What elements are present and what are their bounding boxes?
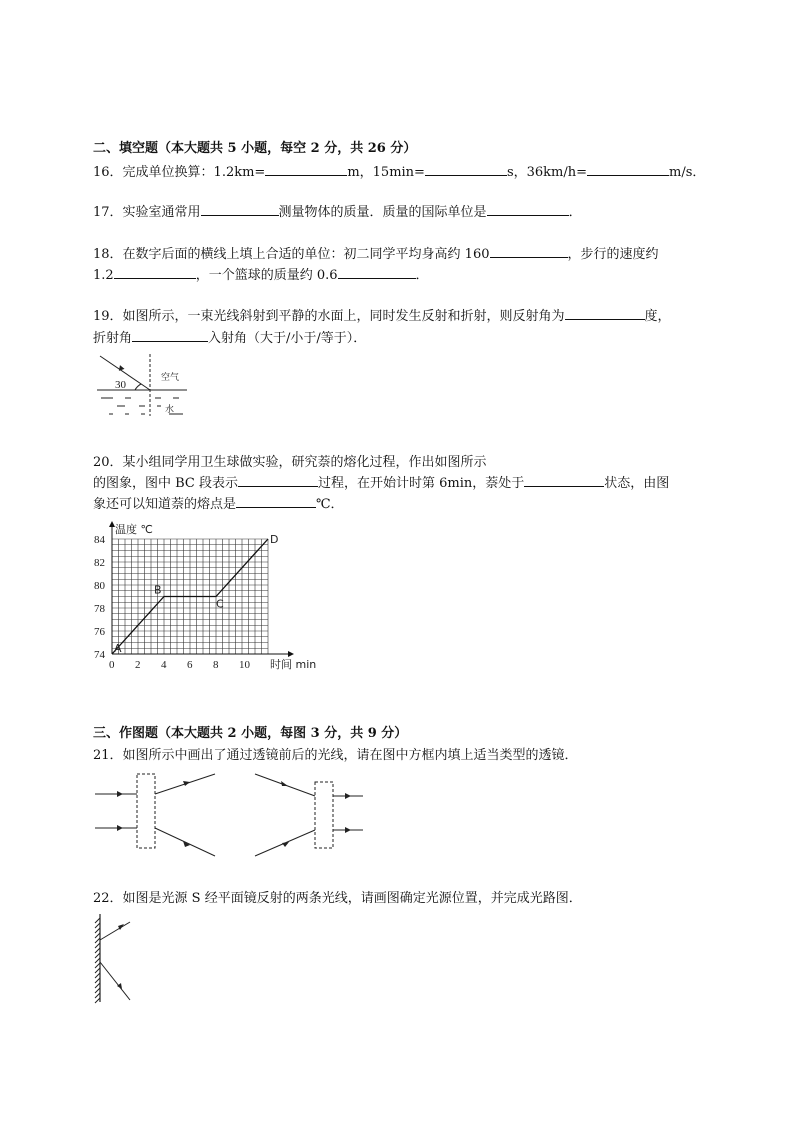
answer-blank[interactable] xyxy=(587,163,669,176)
question-18-line2: 1.2 ，一个篮球的质量约 0.6 ． xyxy=(93,268,429,283)
answer-blank[interactable] xyxy=(338,266,416,279)
arrow-icon xyxy=(117,781,351,847)
x-tick-label: 8 xyxy=(213,659,219,671)
melting-chart xyxy=(90,518,330,674)
refraction-figure xyxy=(95,352,195,417)
mirror-hatching xyxy=(95,918,100,1003)
answer-blank[interactable] xyxy=(238,474,318,487)
lens-box-right[interactable] xyxy=(315,782,333,848)
angle-label: 30 xyxy=(115,379,126,391)
answer-blank[interactable] xyxy=(487,203,569,216)
answer-blank[interactable] xyxy=(490,245,568,258)
answer-blank[interactable] xyxy=(201,203,279,216)
question-20-line3: 象还可以知道萘的熔点是 ℃． xyxy=(93,497,344,512)
angle-arc xyxy=(135,384,141,390)
y-axis-label: 温度 ℃ xyxy=(115,523,153,536)
arrow-icon xyxy=(117,364,124,371)
answer-blank[interactable] xyxy=(265,163,347,176)
x-tick-label: 4 xyxy=(161,659,167,671)
ray xyxy=(155,828,215,856)
reflected-ray-2 xyxy=(100,962,130,1000)
lens-figure xyxy=(93,770,373,862)
y-tick-label: 80 xyxy=(94,580,105,592)
section-3-title: 三、作图题（本大题共 2 小题，每图 3 分，共 9 分） xyxy=(93,726,408,741)
answer-blank[interactable] xyxy=(565,307,645,320)
answer-blank[interactable] xyxy=(425,163,507,176)
question-19-line1: 19．如图所示，一束光线斜射到平静的水面上，同时发生反射和折射，则反射角为 度， xyxy=(93,309,671,324)
y-tick-label: 78 xyxy=(94,603,105,615)
question-17: 17．实验室通常用 测量物体的质量．质量的国际单位是 ． xyxy=(93,205,582,220)
section-2-title: 二、填空题（本大题共 5 小题，每空 2 分，共 26 分） xyxy=(93,141,417,156)
water-label: 水 xyxy=(165,405,175,415)
lens-box-left[interactable] xyxy=(137,774,155,848)
x-axis-arrow-icon xyxy=(288,651,294,657)
y-tick-label: 84 xyxy=(94,534,105,546)
point-label: D xyxy=(270,533,279,546)
question-22: 22．如图是光源 S 经平面镜反射的两条光线，请画图确定光源位置，并完成光路图． xyxy=(93,891,582,906)
x-tick-label: 2 xyxy=(135,659,141,671)
x-axis-label: 时间 min xyxy=(270,658,317,671)
x-tick-label: 6 xyxy=(187,659,193,671)
x-tick-label: 10 xyxy=(239,659,250,671)
point-label: A xyxy=(114,642,122,655)
answer-blank[interactable] xyxy=(132,329,208,342)
y-tick-label: 76 xyxy=(94,626,105,638)
y-tick-label: 74 xyxy=(94,649,105,661)
question-19-line2: 折射角 入射角（大于/小于/等于）． xyxy=(93,331,367,346)
question-18-line1: 18．在数字后面的横线上填上合适的单位：初二同学平均身高约 160 ，步行的速度约 xyxy=(93,247,659,262)
mirror-figure xyxy=(92,910,152,1005)
question-20-line2: 的图象，图中 BC 段表示 过程，在开始计时第 6min，萘处于 状态，由图 xyxy=(93,476,670,491)
answer-blank[interactable] xyxy=(114,266,196,279)
point-label: B xyxy=(154,583,162,597)
question-20-line1: 20．某小组同学用卫生球做实验，研究萘的熔化过程，作出如图所示 xyxy=(93,455,487,470)
reflected-ray-1 xyxy=(100,922,130,940)
answer-blank[interactable] xyxy=(524,474,604,487)
air-label: 空气 xyxy=(161,373,180,383)
question-21: 21．如图所示中画出了通过透镜前后的光线，请在图中方框内填上适当类型的透镜． xyxy=(93,748,578,763)
question-16: 16．完成单位换算：1.2km= m，15min= s，36km/h= m/s． xyxy=(93,165,706,180)
point-label: C xyxy=(216,597,224,611)
answer-blank[interactable] xyxy=(236,495,316,508)
x-tick-label: 0 xyxy=(109,659,115,671)
y-tick-label: 82 xyxy=(94,557,105,569)
